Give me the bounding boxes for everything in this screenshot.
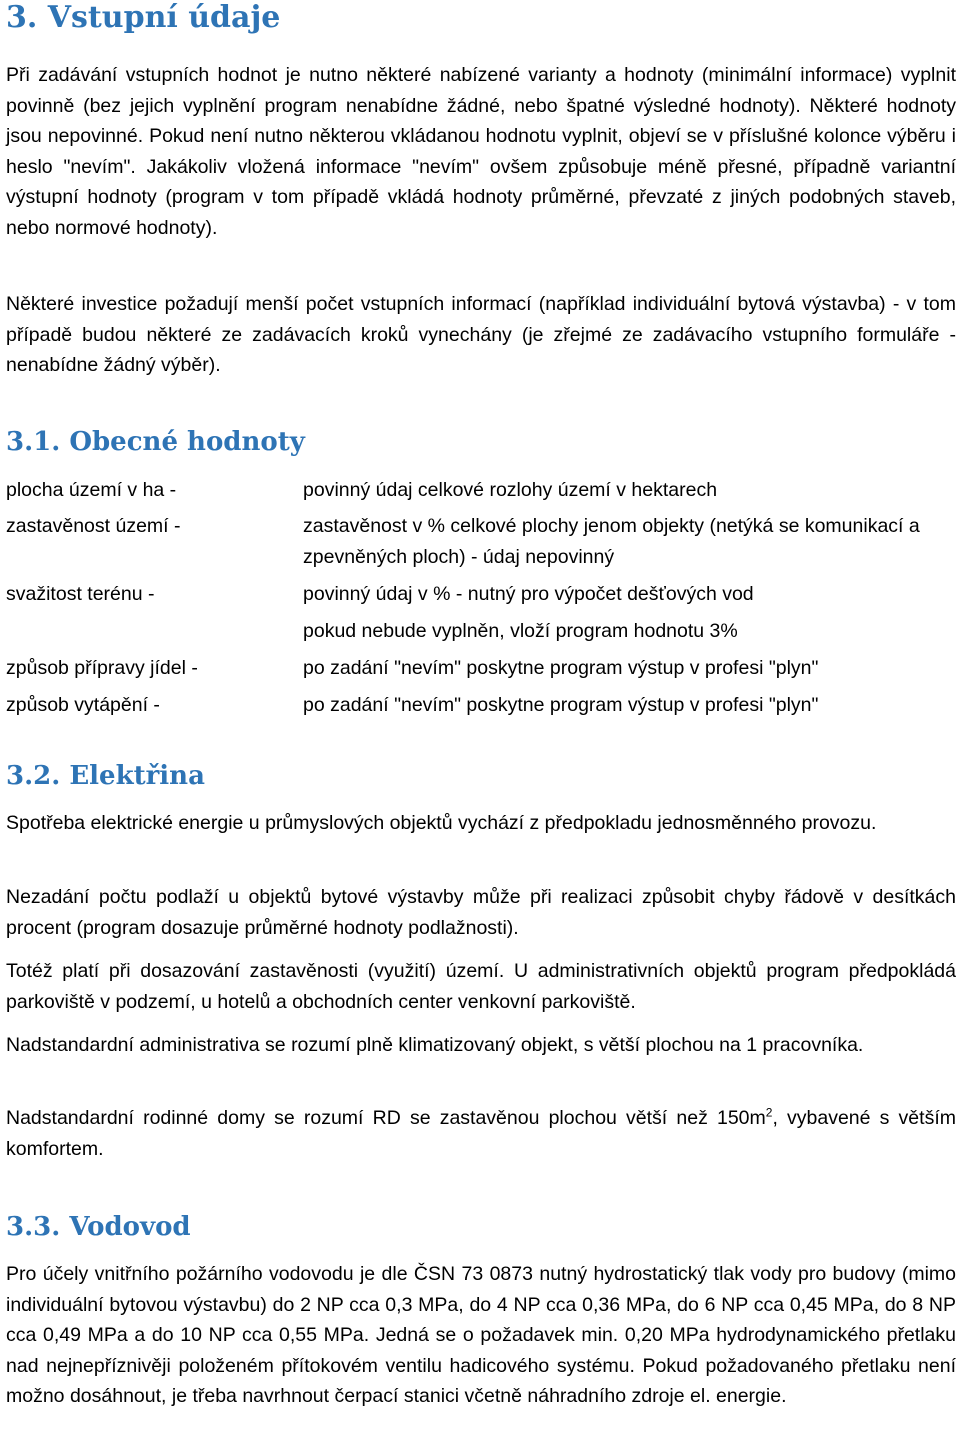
section-3-3-paragraph-1: Pro účely vnitřního požárního vodovodu je dle ČSN 73 0873 nutný hydrostatický tlak vody pro budovy (mimo individuální bytovou výstavbu) do 2 NP cca 0,3 MPa, do 4 NP cca 0,36 MPa, do 6 NP cca 0,45 MPa, do 8 NP cca 0,49 MPa a do 10 NP cca 0,55 MPa. Jedná se o požadavek min. 0,20 MPa hydrodynamického přetlaku nad nejnepříznivěji položeném přítokovém ventilu hadicového systému. Pokud požadovaného přetlaku není možno dosáhnout, je třeba navrhnout čerpací stanici včetně náhradního zdroje el. energie. <box>6 1263 956 1407</box>
definition-description: po zadání "nevím" poskytne program výstup v profesi "plyn" <box>303 694 819 716</box>
definition-description: zastavěnost v % celkové plochy jenom objekty (netýká se komunikací a zpevněných ploch) - údaj nepovinný <box>303 515 920 568</box>
definition-description: po zadání "nevím" poskytne program výstup v profesi "plyn" <box>303 657 819 679</box>
definition-description: povinný údaj v % - nutný pro výpočet dešťových vod <box>303 583 754 605</box>
section-3-2-paragraph-5 <box>6 1103 956 1164</box>
section-3-2-paragraph-3: Totéž platí při dosazování zastavěnosti (využití) území. U administrativních objektů program předpokládá parkoviště v podzemí, u hotelů a obchodních center venkovní parkoviště. <box>6 960 956 1013</box>
section-3-2-heading: 3.2. Elektřina <box>6 761 205 791</box>
section-3-heading: 3. Vstupní údaje <box>6 0 281 35</box>
paragraph-text: , vybavené s větším komfortem. <box>6 1107 956 1160</box>
paragraph-text: Nadstandardní rodinné domy se rozumí RD se zastavěnou plochou větší než 150m <box>6 1107 766 1129</box>
section-3-2-paragraph-1: Spotřeba elektrické energie u průmyslových objektů vychází z předpokladu jednosměnného provozu. <box>6 812 877 834</box>
definition-description: povinný údaj celkové rozlohy území v hektarech <box>303 479 718 501</box>
definition-term: svažitost terénu - <box>6 583 155 605</box>
section-3-paragraph-2: Některé investice požadují menší počet vstupních informací (například individuální bytová výstavba) - v tom případě budou některé ze zadávacích kroků vynechány (je zřejmé ze zadávacího vstupního formuláře - nenabídne žádný výběr). <box>6 293 956 376</box>
definition-term: způsob vytápění - <box>6 694 160 716</box>
definition-term: způsob přípravy jídel - <box>6 657 198 679</box>
section-3-2-paragraph-2: Nezadání počtu podlaží u objektů bytové výstavby může při realizaci způsobit chyby řádově v desítkách procent (program dosazuje průměrné hodnoty podlažnosti). <box>6 886 956 939</box>
section-3-paragraph-1: Při zadávání vstupních hodnot je nutno některé nabízené varianty a hodnoty (minimální informace) vyplnit povinně (bez jejich vyplnění program nenabídne žádné, nebo špatné výsledné hodnoty). Některé hodnoty jsou nepovinné. Pokud není nutno některou vkládanou hodnotu vyplnit, objeví se v příslušné kolonce výběru i heslo "nevím". Jakákoliv vložená informace "nevím" ovšem způsobuje méně přesné, případně variantní výstupní hodnoty (program v tom případě vkládá hodnoty průměrné, převzaté z jiných podobných staveb, nebo normové hodnoty). <box>6 64 956 239</box>
section-3-1-heading: 3.1. Obecné hodnoty <box>6 427 305 457</box>
definition-term: zastavěnost území - <box>6 515 181 537</box>
section-3-3-heading: 3.3. Vodovod <box>6 1212 191 1242</box>
section-3-2-paragraph-4: Nadstandardní administrativa se rozumí plně klimatizovaný objekt, s větší plochou na 1 pracovníka. <box>6 1034 864 1056</box>
definition-description: pokud nebude vyplněn, vloží program hodnotu 3% <box>303 620 738 642</box>
superscript: 2 <box>765 1105 773 1120</box>
definition-term: plocha území v ha - <box>6 479 177 501</box>
